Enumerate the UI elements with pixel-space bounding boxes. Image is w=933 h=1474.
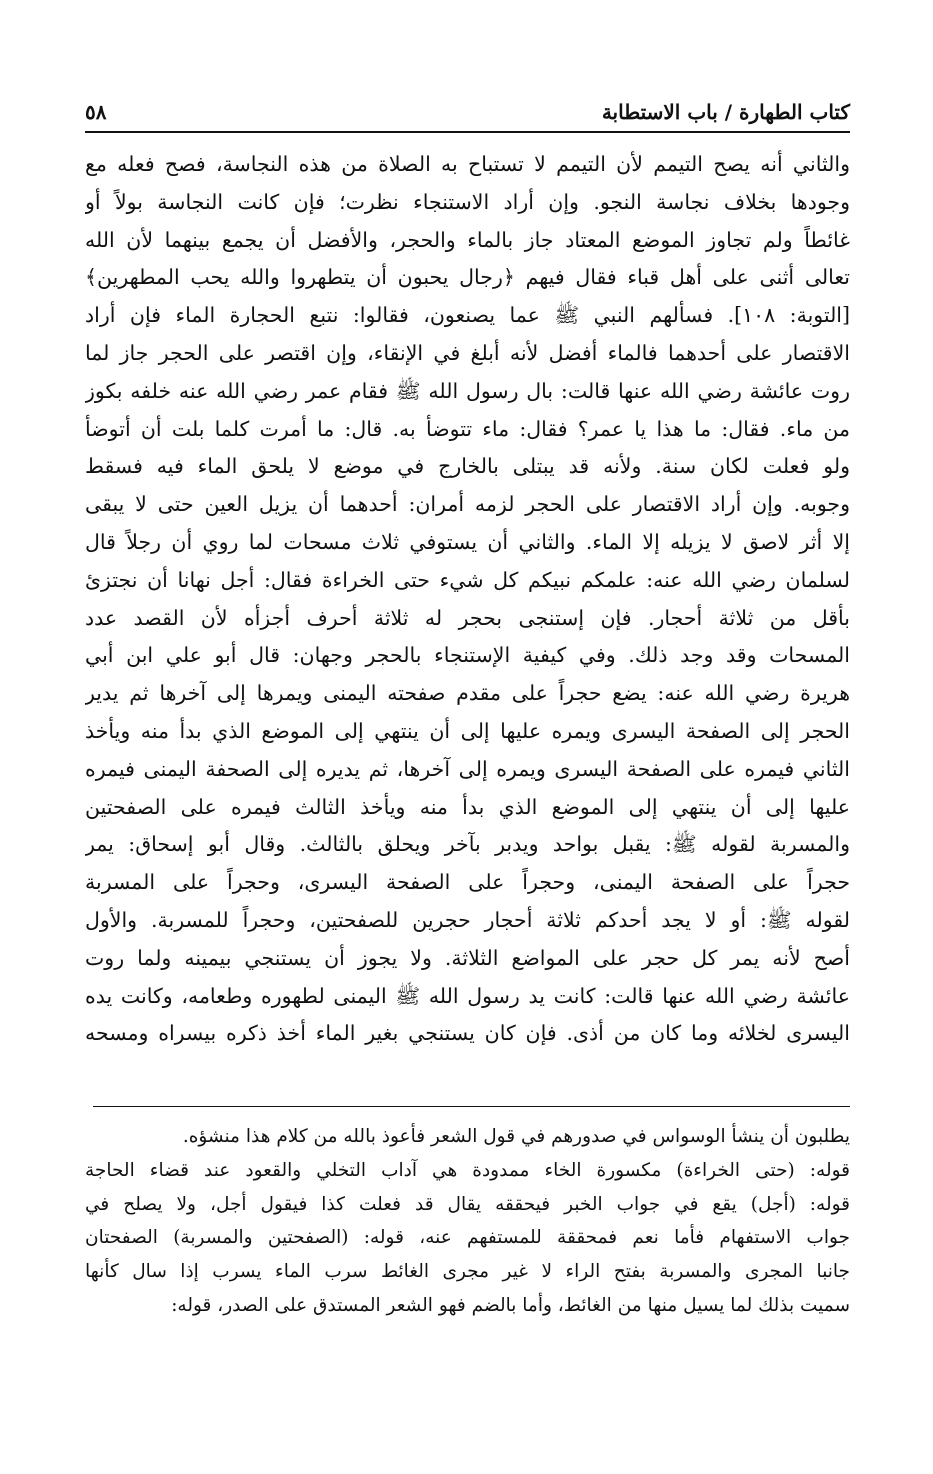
text-line: لقوله ﷺ: أو لا يجد أحدكم ثلاثة أحجار حجرين للصفحتين، وحجراً للمسربة. والأول	[85, 907, 850, 932]
footnote-rule	[93, 1106, 850, 1107]
header-rule	[85, 131, 850, 133]
text-line: ولو فعلت لكان سنة. ولأنه قد يبتلى بالخارج في موضع لا يلحق الماء فيه فسقط	[85, 454, 850, 479]
text-line: روت عائشة رضي الله عنها قالت: بال رسول الله ﷺ فقام عمر رضي الله عنه خلفه بكوز	[85, 378, 850, 403]
running-title: كتاب الطهارة / باب الاستطابة	[601, 100, 850, 124]
text-line: بأقل من ثلاثة أحجار. فإن إستنجى بحجر له ثلاثة أحرف أجزأه لأن القصد عدد	[85, 605, 850, 630]
footnote-line: قوله: (حتى الخراءة) مكسورة الخاء ممدودة هي آداب التخلي والقعود عند قضاء الحاجة	[85, 1159, 850, 1181]
footnotes	[85, 1120, 850, 1323]
footnote-line: يطلبون أن ينشأ الوسواس في صدورهم في قول الشعر فأعوذ بالله من كلام هذا منشؤه.	[182, 1126, 850, 1147]
text-line: اليسرى لخلائه وما كان من أذى. فإن كان يستنجي بغير الماء أخذ ذكره بيسراه ومسحه	[85, 1021, 850, 1046]
text-line: تعالى أثنى على أهل قباء فقال فيهم ﴿رجال يحبون أن يتطهروا والله يحب المطهرين﴾	[85, 265, 850, 290]
main-text	[85, 146, 850, 1053]
text-line: لسلمان رضي الله عنه: علمكم نبيكم كل شيء حتى الخراءة فقال: أجل نهانا أن نجتزئ	[85, 567, 850, 592]
text-line: الثاني فيمره على الصفحة اليسرى ويمره إلى آخرها، ثم يديره إلى الصحفة اليمنى فيمره	[85, 756, 850, 781]
page-number: ٥٨	[85, 100, 107, 124]
text-line: وجودها بخلاف نجاسة النجو. وإن أراد الاستنجاء نظرت؛ فإن كانت النجاسة بولاً أو	[85, 189, 850, 214]
text-line: الحجر إلى الصفحة اليسرى ويمره عليها إلى أن ينتهي إلى الموضع الذي بدأ منه ويأخذ	[85, 718, 850, 743]
text-line: [التوبة: ١٠٨]. فسألهم النبي ﷺ عما يصنعون، فقالوا: نتبع الحجارة الماء فإن أراد	[85, 303, 850, 328]
page-header	[85, 92, 850, 132]
text-line: عليها إلى أن ينتهي إلى الموضع الذي بدأ منه ويأخذ الثالث فيمره على الصفحتين	[85, 794, 850, 819]
text-line: من ماء. فقال: ما هذا يا عمر؟ فقال: ماء تتوضأ به. قال: ما أمرت كلما بلت أن أتوضأ	[85, 416, 850, 441]
footnote-line: جواب الاستفهام فأما نعم فمحققة للمستفهم عنه، قوله: (الصفحتين والمسربة) الصفحتان	[85, 1227, 850, 1249]
text-line: حجراً على الصفحة اليمنى، وحجراً على الصفحة اليسرى، وحجراً على المسربة	[85, 870, 850, 895]
text-line: إلا أثر لاصق لا يزيله إلا الماء. والثاني أن يستوفي ثلاث مسحات لما روي أن رجلاً قال	[85, 529, 850, 554]
text-line: والمسربة لقوله ﷺ: يقبل بواحد ويدبر بآخر ويحلق بالثالث. وقال أبو إسحاق: يمر	[85, 832, 850, 857]
text-line: والثاني أنه يصح التيمم لأن التيمم لا تستباح به الصلاة من هذه النجاسة، فصح فعله مع	[85, 152, 850, 176]
text-line: المسحات وقد وجد ذلك. وفي كيفية الإستنجاء بالحجر وجهان: قال أبو علي ابن أبي	[85, 643, 850, 668]
text-line: عائشة رضي الله عنها قالت: كانت يد رسول الله ﷺ اليمنى لطهوره وطعامه، وكانت يده	[85, 983, 850, 1008]
footnote-line: قوله: (أجل) يقع في جواب الخبر فيحققه يقال قد فعلت كذا فيقول أجل، ولا يصلح في	[85, 1193, 850, 1215]
text-line: هريرة رضي الله عنه: يضع حجراً على مقدم صفحته اليمنى ويمرها إلى آخرها ثم يدير	[85, 681, 850, 706]
text-line: الاقتصار على أحدهما فالماء أفضل لأنه أبلغ في الإنقاء، وإن اقتصر على الحجر جاز لما	[85, 340, 850, 365]
text-line: أصح لأنه يمر كل حجر على المواضع الثلاثة. ولا يجوز أن يستنجي بيمينه ولما روت	[85, 945, 850, 970]
footnote-line: سميت بذلك لما يسيل منها من الغائط، وأما بالضم فهو الشعر المستدق على الصدر، قوله:	[171, 1294, 850, 1316]
footnote-line: جانبا المجرى والمسربة بفتح الراء لا غير مجرى الغائط سرب الماء يسرب إذا سال كأنها	[85, 1261, 850, 1283]
text-line: وجوبه. وإن أراد الاقتصار على الحجر لزمه أمران: أحدهما أن يزيل العين حتى لا يبقى	[85, 492, 850, 517]
text-line: غائطاً ولم تجاوز الموضع المعتاد جاز بالماء والحجر، والأفضل أن يجمع بينهما لأن الله	[85, 227, 850, 252]
